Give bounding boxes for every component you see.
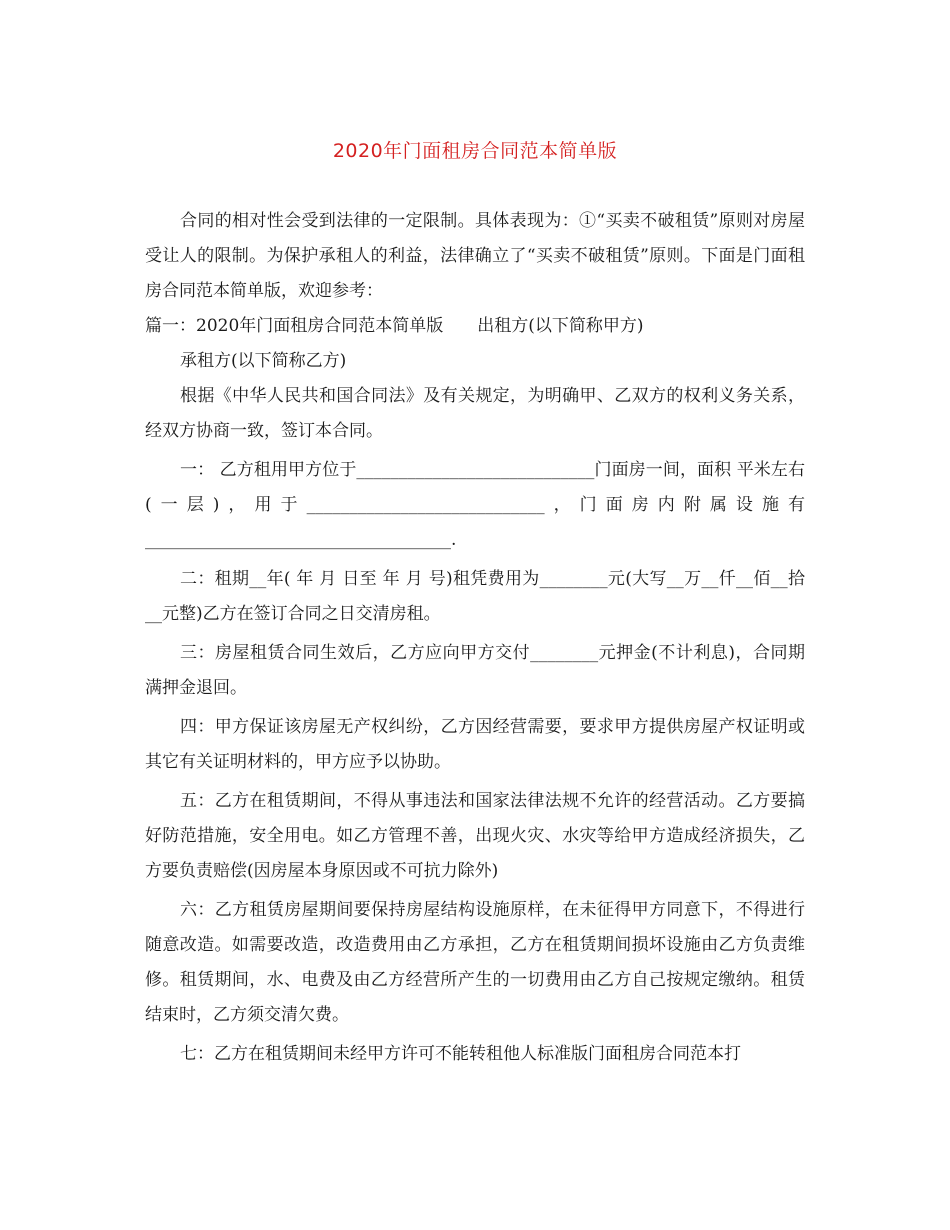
document-title: 2020年门面租房合同范本简单版 xyxy=(332,140,618,162)
clause-2: 二：租期__年( 年 月 日至 年 月 号)租凭费用为________元(大写__万__仟__佰__拾__元整)乙方在签订合同之日交清房租。 xyxy=(145,569,805,624)
clause-6: 六：乙方租赁房屋期间要保持房屋结构设施原样，在未征得甲方同意下，不得进行随意改造。如需要改造，改造费用由乙方承担，乙方在租赁期间损坏设施由乙方负责维修。租赁期间，水、电费及由乙方经营所产生的一切费用由乙方自己按规定缴纳。租赁结束时，乙方须交清欠费。 xyxy=(145,900,805,1025)
section-heading: 篇一：2020年门面租房合同范本简单版 出租方(以下简称甲方) xyxy=(145,316,644,336)
document-body xyxy=(145,204,805,1072)
clause-5: 五：乙方在租赁期间，不得从事违法和国家法律法规不允许的经营活动。乙方要搞好防范措施，安全用电。如乙方管理不善，出现火灾、水灾等给甲方造成经济损失，乙方要负责赔偿(因房屋本身原因或不可抗力除外) xyxy=(145,791,805,881)
clause-1: 一： 乙方租用甲方位于____________________________门面房一间，面积 平米左右(一层)，用于____________________________，门面房内附属设施有____________________________________. xyxy=(145,460,805,550)
basis-paragraph: 根据《中华人民共和国合同法》及有关规定，为明确甲、乙双方的权利义务关系，经双方协商一致，签订本合同。 xyxy=(145,386,805,441)
clause-7: 七：乙方在租赁期间未经甲方许可不能转租他人标准版门面租房合同范本打 xyxy=(180,1044,741,1064)
lessee-line: 承租方(以下简称乙方) xyxy=(180,351,347,371)
clause-3: 三：房屋租赁合同生效后，乙方应向甲方交付________元押金(不计利息)，合同期满押金退回。 xyxy=(145,643,805,698)
intro-paragraph: 合同的相对性会受到法律的一定限制。具体表现为：①“买卖不破租赁”原则对房屋受让人的限制。为保护承租人的利益，法律确立了“买卖不破租赁”原则。下面是门面租房合同范本简单版，欢迎参考： xyxy=(145,211,805,301)
clause-4: 四：甲方保证该房屋无产权纠纷，乙方因经营需要，要求甲方提供房屋产权证明或其它有关证明材料的，甲方应予以协助。 xyxy=(145,717,805,772)
